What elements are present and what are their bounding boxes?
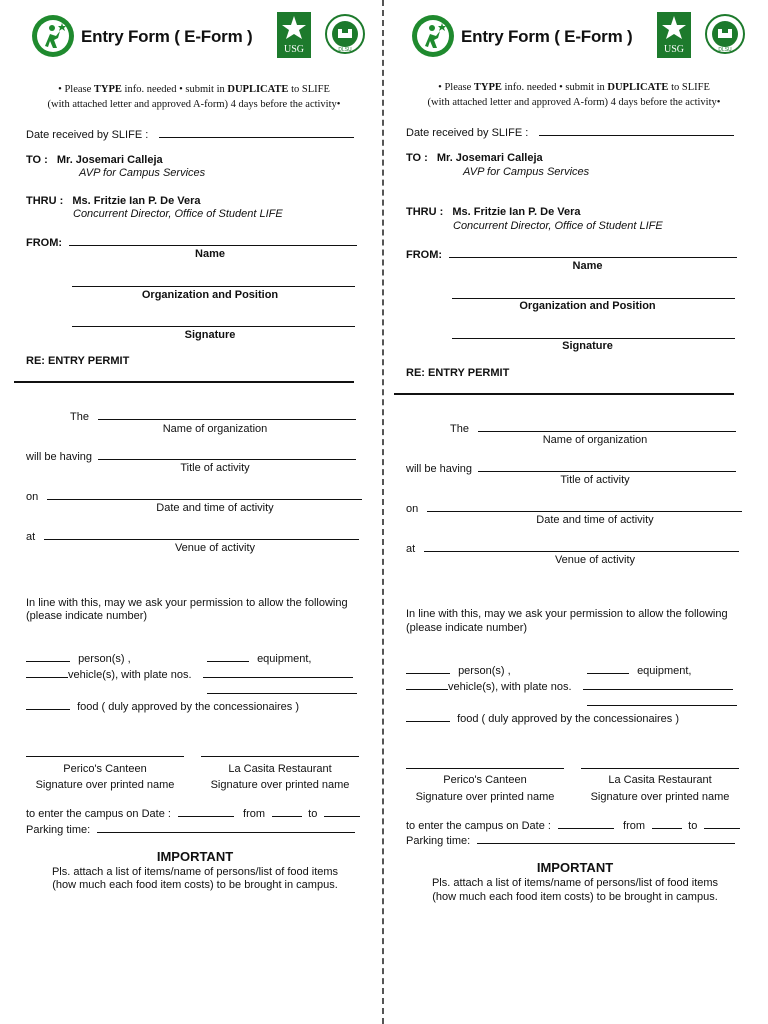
vehicles-row	[26, 667, 353, 681]
important-heading: IMPORTANT	[536, 860, 614, 875]
parking-row	[26, 822, 355, 836]
on-label: on	[26, 491, 39, 503]
on-row	[406, 501, 742, 515]
will-be-having-label: will be having	[406, 463, 473, 475]
parking-label: Parking time:	[406, 835, 471, 847]
canteen2-signature-field[interactable]	[201, 746, 359, 757]
at-label: at	[26, 531, 36, 543]
parking-label: Parking time:	[26, 824, 91, 836]
cut-line	[382, 0, 384, 1024]
enter-campus-row	[26, 806, 360, 820]
important-heading: IMPORTANT	[156, 849, 234, 864]
time-to-field[interactable]	[704, 818, 740, 829]
org-position-caption: Organization and Position	[519, 300, 656, 312]
venue-field[interactable]	[44, 529, 359, 540]
vehicles-label: vehicle(s), with plate nos.	[68, 669, 192, 681]
vehicles-count-field[interactable]	[406, 679, 448, 690]
org-position-field[interactable]	[72, 276, 355, 287]
usg-logo-icon	[277, 12, 311, 58]
at-row	[26, 529, 359, 543]
food-label: food ( duly approved by the concessionaires )	[457, 713, 680, 725]
date-received-field[interactable]	[539, 125, 734, 136]
thru-name: Ms. Fritzie Ian P. De Vera	[72, 195, 201, 207]
plate-nos-field[interactable]	[583, 679, 733, 690]
canteen2-name: La Casita Restaurant	[228, 763, 332, 775]
to-label: TO :	[406, 152, 428, 164]
thru-row	[26, 195, 201, 207]
persons-count-field[interactable]	[26, 651, 70, 662]
canteen1-name: Perico's Canteen	[443, 774, 527, 786]
enter-campus-label: to enter the campus on Date :	[26, 808, 171, 820]
entry-date-field[interactable]	[178, 806, 234, 817]
re-label: RE: ENTRY PERMIT	[406, 367, 510, 379]
canteen2-name: La Casita Restaurant	[608, 774, 712, 786]
note-line-2: (how much each food item costs) to be brought in campus.	[52, 879, 338, 891]
from-label: FROM:	[406, 249, 443, 261]
thru-row	[406, 206, 581, 218]
title-activity-caption: Title of activity	[560, 474, 630, 486]
the-label: The	[70, 411, 89, 423]
title-activity-caption: Title of activity	[180, 462, 250, 474]
name-caption: Name	[195, 248, 225, 260]
canteen1-name: Perico's Canteen	[63, 763, 147, 775]
food-count-field[interactable]	[26, 699, 70, 710]
re-label: RE: ENTRY PERMIT	[26, 355, 130, 367]
persons-row	[26, 651, 131, 665]
entry-date-field[interactable]	[558, 818, 614, 829]
name-caption: Name	[572, 260, 603, 272]
date-received-label: Date received by SLIFE :	[26, 129, 149, 141]
persons-row	[406, 663, 511, 677]
at-row	[406, 541, 739, 555]
venue-caption: Venue of activity	[174, 542, 256, 554]
instruction-line-1: • Please TYPE info. needed • submit in DUPLICATE to SLIFE	[438, 82, 710, 93]
vehicles-count-field[interactable]	[26, 667, 68, 678]
section-rule	[14, 381, 354, 383]
signature-field[interactable]	[452, 328, 735, 339]
request-line-1: In line with this, may we ask your permission to allow the following	[26, 597, 348, 609]
signature-field[interactable]	[72, 316, 355, 327]
slife-logo-icon	[411, 14, 455, 58]
date-received-label: Date received by SLIFE :	[406, 127, 529, 139]
equipment-row	[207, 651, 312, 665]
the-label: The	[450, 423, 469, 435]
entry-form-left	[10, 0, 378, 1024]
date-time-caption: Date and time of activity	[156, 502, 274, 514]
note-line-2: (how much each food item costs) to be brought in campus.	[432, 891, 718, 903]
to-title: AVP for Campus Services	[79, 167, 206, 179]
at-label: at	[406, 543, 416, 555]
parking-time-field[interactable]	[477, 833, 735, 844]
thru-name: Ms. Fritzie Ian P. De Vera	[452, 206, 581, 218]
will-be-having-row	[406, 461, 736, 475]
the-row	[70, 409, 356, 423]
signature-caption: Signature	[184, 329, 236, 341]
from-word: from	[243, 808, 266, 820]
note-line-1: Pls. attach a list of items/name of persons/list of food items	[431, 877, 719, 889]
activity-title-field[interactable]	[478, 461, 736, 472]
note-line-1: Pls. attach a list of items/name of persons/list of food items	[51, 866, 339, 878]
enter-campus-label: to enter the campus on Date :	[406, 820, 551, 832]
canteen2-signature-field[interactable]	[581, 758, 739, 769]
persons-count-field[interactable]	[406, 663, 450, 674]
equipment-label: equipment,	[637, 665, 692, 677]
instruction-line-2: (with attached letter and approved A-form) 4 days before the activity•	[427, 97, 721, 108]
from-row	[406, 247, 737, 261]
date-time-caption: Date and time of activity	[536, 514, 654, 526]
time-to-field[interactable]	[324, 806, 360, 817]
parking-row	[406, 833, 735, 847]
canteen2-sig-caption: Signature over printed name	[590, 791, 730, 803]
to-name: Mr. Josemari Calleja	[436, 152, 543, 164]
plate-nos-field-2[interactable]	[207, 683, 357, 694]
parking-time-field[interactable]	[97, 822, 355, 833]
on-label: on	[406, 503, 419, 515]
activity-date-field[interactable]	[47, 489, 362, 500]
entry-form-right	[390, 0, 758, 1024]
org-position-field[interactable]	[452, 288, 735, 299]
will-be-having-label: will be having	[26, 451, 93, 463]
signature-caption: Signature	[562, 340, 613, 352]
vehicles-row	[406, 679, 733, 693]
equipment-label: equipment,	[257, 653, 312, 665]
time-from-field[interactable]	[652, 818, 682, 829]
food-count-field[interactable]	[406, 711, 450, 722]
enter-campus-row	[406, 818, 740, 832]
request-line-2: (please indicate number)	[406, 622, 528, 634]
request-line-1: In line with this, may we ask your permission to allow the following	[406, 608, 728, 620]
svg-text:USG: USG	[283, 44, 305, 55]
form-title: Entry Form ( E-Form )	[461, 27, 633, 46]
canteen1-signature-field[interactable]	[406, 758, 564, 769]
vehicles-label: vehicle(s), with plate nos.	[448, 681, 572, 693]
canteen1-sig-caption: Signature over printed name	[35, 779, 175, 791]
name-org-caption: Name of organization	[542, 434, 648, 446]
name-org-caption: Name of organization	[162, 423, 268, 435]
food-row	[26, 699, 299, 713]
svg-text:DLSU: DLSU	[338, 47, 352, 53]
date-received-field[interactable]	[159, 127, 354, 138]
to-row	[406, 152, 543, 164]
from-row	[26, 235, 357, 249]
on-row	[26, 489, 362, 503]
svg-text:DLSU: DLSU	[718, 47, 732, 53]
org-name-field[interactable]	[478, 421, 736, 432]
canteen1-sig-caption: Signature over printed name	[415, 791, 555, 803]
svg-text:USG: USG	[663, 44, 685, 55]
to-word: to	[688, 820, 698, 832]
usg-logo-icon	[657, 12, 691, 58]
to-label: TO :	[26, 154, 48, 166]
venue-field[interactable]	[424, 541, 739, 552]
date-received-row	[406, 125, 734, 139]
org-name-field[interactable]	[98, 409, 356, 420]
plate-nos-field[interactable]	[203, 667, 353, 678]
equipment-count-field[interactable]	[587, 663, 629, 674]
university-seal-icon	[325, 14, 365, 54]
food-row	[406, 711, 679, 725]
thru-label: THRU :	[26, 195, 64, 207]
venue-caption: Venue of activity	[554, 554, 636, 566]
thru-label: THRU :	[406, 206, 444, 218]
from-name-field[interactable]	[69, 235, 357, 246]
plate-nos-field-2[interactable]	[587, 695, 737, 706]
from-name-field[interactable]	[449, 247, 737, 258]
request-line-2: (please indicate number)	[26, 610, 148, 622]
slife-logo-icon	[31, 14, 75, 58]
persons-label: person(s) ,	[78, 653, 131, 665]
university-seal-icon	[705, 14, 745, 54]
canteen1-signature-field[interactable]	[26, 746, 184, 757]
canteen2-sig-caption: Signature over printed name	[210, 779, 350, 791]
instruction-line-2: (with attached letter and approved A-form) 4 days before the activity•	[47, 99, 341, 110]
from-label: FROM:	[26, 237, 63, 249]
food-label: food ( duly approved by the concessionaires )	[77, 701, 300, 713]
to-name: Mr. Josemari Calleja	[56, 154, 163, 166]
equipment-count-field[interactable]	[207, 651, 249, 662]
instruction-line-1: • Please TYPE info. needed • submit in DUPLICATE to SLIFE	[58, 84, 330, 95]
the-row	[450, 421, 736, 435]
date-received-row	[26, 127, 354, 141]
activity-date-field[interactable]	[427, 501, 742, 512]
thru-title: Concurrent Director, Office of Student LIFE	[73, 208, 283, 220]
org-position-caption: Organization and Position	[141, 289, 279, 301]
thru-title: Concurrent Director, Office of Student LIFE	[453, 220, 663, 232]
activity-title-field[interactable]	[98, 449, 356, 460]
to-title: AVP for Campus Services	[463, 166, 590, 178]
section-rule	[394, 393, 734, 395]
will-be-having-row	[26, 449, 356, 463]
to-word: to	[308, 808, 318, 820]
form-title: Entry Form ( E-Form )	[81, 27, 253, 46]
time-from-field[interactable]	[272, 806, 302, 817]
from-word: from	[623, 820, 646, 832]
to-row	[26, 154, 163, 166]
equipment-row	[587, 663, 692, 677]
persons-label: person(s) ,	[458, 665, 511, 677]
